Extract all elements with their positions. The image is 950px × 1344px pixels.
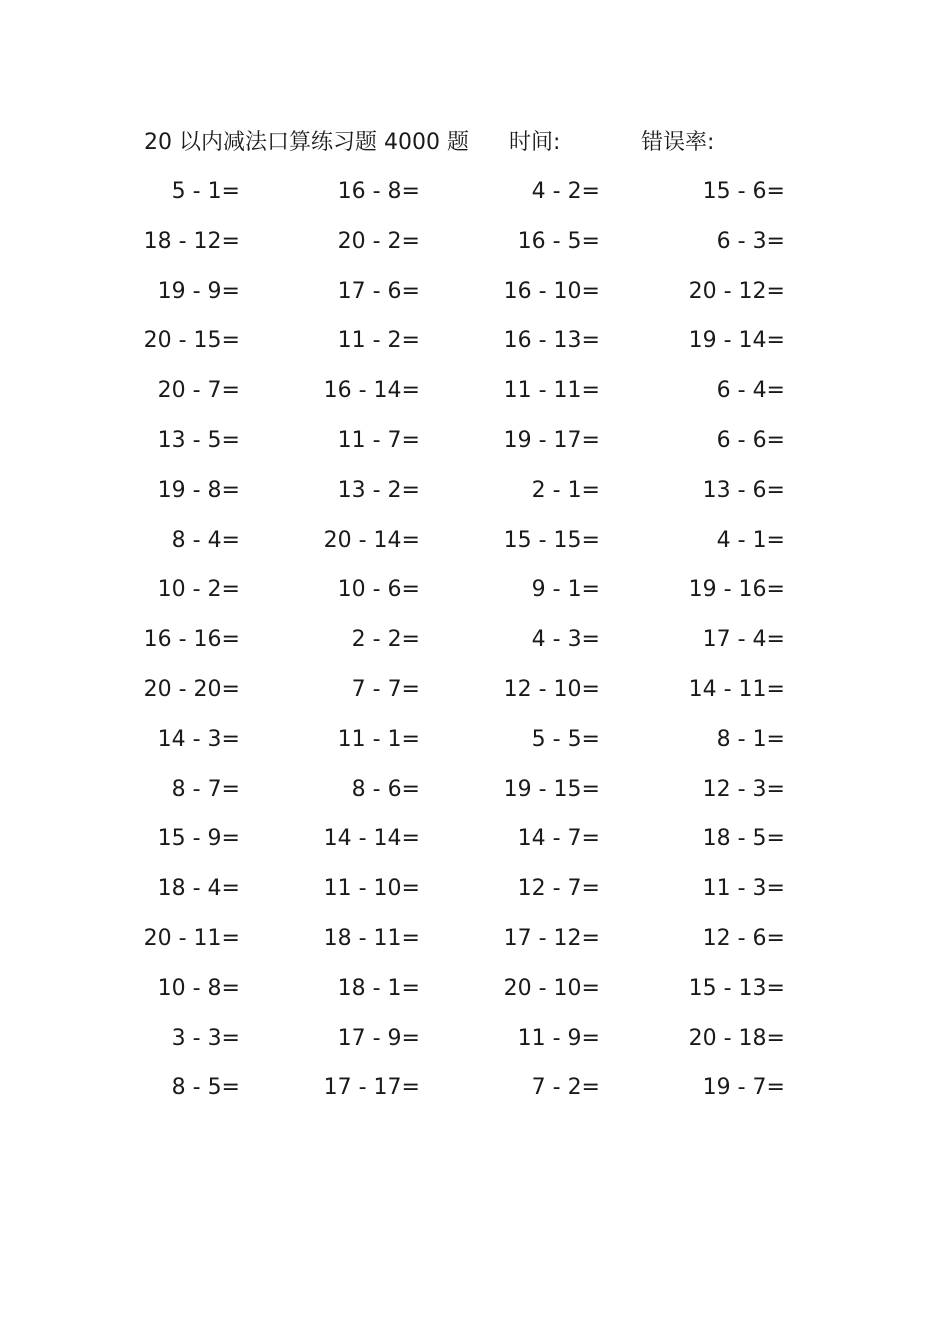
problem-cell: 16 - 16=: [143, 627, 240, 653]
problem-cell: 11 - 9=: [517, 1025, 600, 1051]
problem-cell: 13 - 2=: [337, 477, 420, 503]
time-label: 时间:: [509, 130, 561, 155]
problem-cell: 11 - 10=: [323, 876, 420, 902]
problem-cell: 11 - 7=: [337, 427, 420, 453]
problem-cell: 19 - 7=: [702, 1075, 785, 1101]
problem-cell: 20 - 14=: [323, 527, 420, 553]
problem-cell: 2 - 1=: [531, 477, 600, 503]
problem-cell: 6 - 6=: [716, 427, 785, 453]
problem-cell: 12 - 7=: [517, 876, 600, 902]
problem-cell: 20 - 12=: [688, 278, 785, 304]
problem-row: [140, 620, 800, 670]
problem-cell: 4 - 2=: [531, 179, 600, 204]
problem-row: [140, 421, 800, 471]
problem-cell: 19 - 17=: [503, 427, 600, 453]
problem-grid: [140, 172, 800, 1118]
problem-cell: 15 - 15=: [503, 527, 600, 553]
problem-cell: 19 - 9=: [157, 278, 240, 304]
problem-cell: 14 - 14=: [323, 826, 420, 852]
problem-row: [140, 272, 800, 322]
problem-row: [140, 869, 800, 919]
problem-cell: 16 - 8=: [337, 179, 420, 204]
problem-cell: 19 - 14=: [688, 328, 785, 354]
problem-row: [140, 720, 800, 770]
problem-cell: 6 - 3=: [716, 228, 785, 254]
problem-cell: 6 - 4=: [716, 378, 785, 404]
problem-cell: 8 - 1=: [716, 726, 785, 752]
problem-cell: 16 - 14=: [323, 378, 420, 404]
problem-row: [140, 570, 800, 620]
problem-cell: 16 - 5=: [517, 228, 600, 254]
problem-cell: 20 - 15=: [143, 328, 240, 354]
problem-cell: 20 - 10=: [503, 975, 600, 1001]
problem-row: [140, 770, 800, 820]
problem-row: [140, 471, 800, 521]
worksheet-title: 20 以内减法口算练习题 4000 题: [144, 130, 469, 155]
problem-cell: 20 - 2=: [337, 228, 420, 254]
problem-row: [140, 172, 800, 222]
problem-cell: 19 - 15=: [503, 776, 600, 802]
problem-cell: 3 - 3=: [171, 1025, 240, 1051]
problem-cell: 5 - 5=: [531, 726, 600, 752]
problem-row: [140, 919, 800, 969]
problem-cell: 12 - 10=: [503, 676, 600, 702]
problem-cell: 11 - 2=: [337, 328, 420, 354]
problem-cell: 18 - 12=: [143, 228, 240, 254]
problem-cell: 8 - 5=: [171, 1075, 240, 1101]
problem-cell: 8 - 4=: [171, 527, 240, 553]
problem-cell: 7 - 7=: [351, 676, 420, 702]
problem-cell: 14 - 7=: [517, 826, 600, 852]
problem-cell: 7 - 2=: [531, 1075, 600, 1101]
problem-cell: 14 - 3=: [157, 726, 240, 752]
problem-cell: 15 - 6=: [702, 179, 785, 204]
problem-cell: 12 - 3=: [702, 776, 785, 802]
problem-cell: 18 - 4=: [157, 876, 240, 902]
problem-row: [140, 670, 800, 720]
problem-row: [140, 1019, 800, 1069]
problem-row: [140, 222, 800, 272]
problem-cell: 10 - 2=: [157, 577, 240, 603]
problem-cell: 20 - 20=: [143, 676, 240, 702]
problem-cell: 18 - 11=: [323, 925, 420, 951]
problem-cell: 20 - 11=: [143, 925, 240, 951]
problem-cell: 8 - 7=: [171, 776, 240, 802]
problem-cell: 17 - 4=: [702, 627, 785, 653]
problem-row: [140, 521, 800, 571]
problem-cell: 13 - 6=: [702, 477, 785, 503]
problem-row: [140, 371, 800, 421]
worksheet-header: [0, 126, 950, 160]
problem-cell: 11 - 11=: [503, 378, 600, 404]
problem-cell: 15 - 13=: [688, 975, 785, 1001]
problem-cell: 17 - 9=: [337, 1025, 420, 1051]
problem-row: [140, 1068, 800, 1118]
problem-cell: 8 - 6=: [351, 776, 420, 802]
problem-cell: 18 - 5=: [702, 826, 785, 852]
problem-cell: 20 - 7=: [157, 378, 240, 404]
problem-cell: 16 - 10=: [503, 278, 600, 304]
problem-cell: 12 - 6=: [702, 925, 785, 951]
problem-cell: 16 - 13=: [503, 328, 600, 354]
problem-cell: 9 - 1=: [531, 577, 600, 603]
problem-cell: 10 - 6=: [337, 577, 420, 603]
problem-cell: 18 - 1=: [337, 975, 420, 1001]
problem-cell: 17 - 12=: [503, 925, 600, 951]
problem-cell: 17 - 17=: [323, 1075, 420, 1101]
problem-cell: 19 - 8=: [157, 477, 240, 503]
problem-row: [140, 819, 800, 869]
problem-cell: 4 - 1=: [716, 527, 785, 553]
problem-cell: 19 - 16=: [688, 577, 785, 603]
problem-cell: 5 - 1=: [171, 179, 240, 204]
problem-cell: 10 - 8=: [157, 975, 240, 1001]
problem-cell: 15 - 9=: [157, 826, 240, 852]
problem-row: [140, 321, 800, 371]
problem-cell: 13 - 5=: [157, 427, 240, 453]
problem-cell: 2 - 2=: [351, 627, 420, 653]
problem-cell: 20 - 18=: [688, 1025, 785, 1051]
problem-cell: 11 - 3=: [702, 876, 785, 902]
problem-cell: 14 - 11=: [688, 676, 785, 702]
error-rate-label: 错误率:: [641, 130, 715, 155]
problem-cell: 17 - 6=: [337, 278, 420, 304]
problem-row: [140, 969, 800, 1019]
problem-cell: 4 - 3=: [531, 627, 600, 653]
problem-cell: 11 - 1=: [337, 726, 420, 752]
